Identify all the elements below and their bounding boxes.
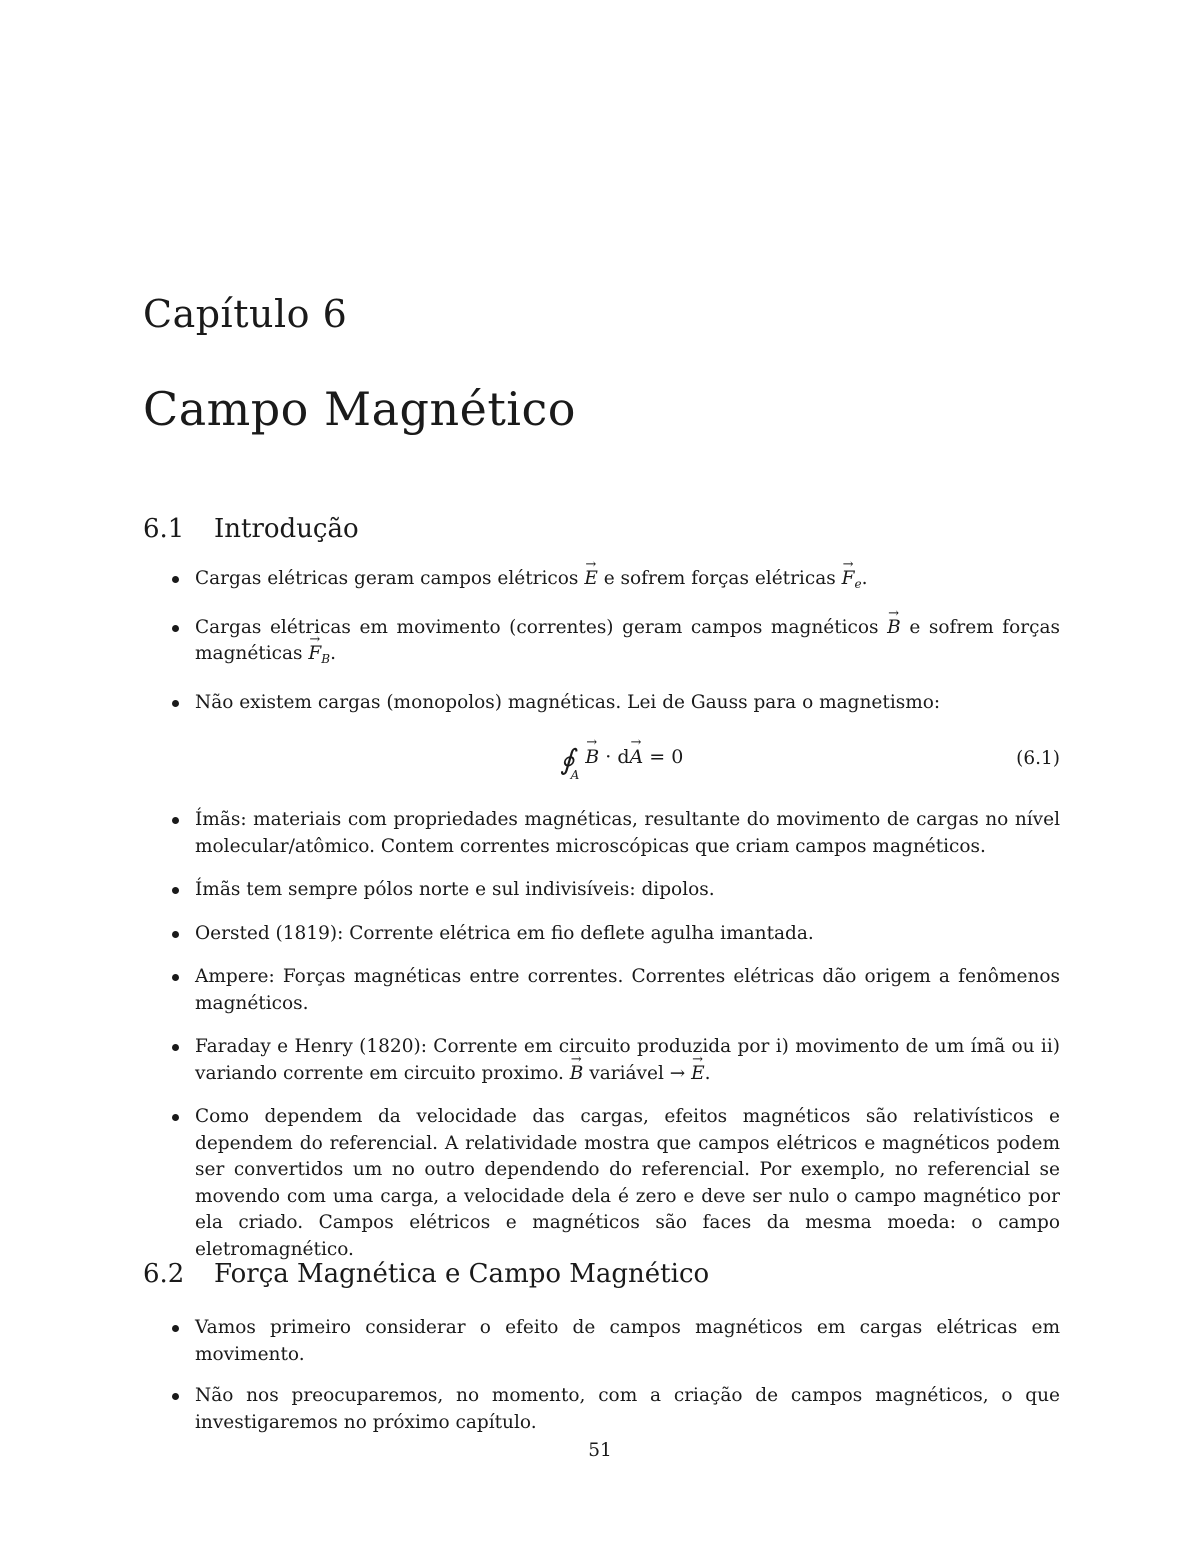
list-item: Ímãs: materiais com propriedades magnéticas, resultante do movimento de cargas no nível molecular/atômico. Contem correntes microscópicas que criam campos magnéticos. <box>170 807 1060 860</box>
section-heading-introducao <box>143 514 359 544</box>
bullet-icon <box>172 1325 179 1332</box>
list-item: Vamos primeiro considerar o efeito de campos magnéticos em cargas elétricas em movimento. <box>170 1315 1060 1368</box>
list-item: Cargas elétricas geram campos elétricos → E e sofrem forças elétricas → $F_e$. <box>170 566 1060 598</box>
vector-e: → E <box>584 566 598 593</box>
vector-b: → B <box>570 1061 584 1088</box>
vector-e: → E <box>691 1061 705 1088</box>
section-number: 6.1 <box>143 514 185 544</box>
bullet-icon <box>172 931 179 938</box>
vector-b: → B <box>887 615 901 642</box>
subscript: B <box>321 652 331 666</box>
bullet-icon <box>172 625 179 632</box>
chapter-title: Campo Magnético <box>143 382 576 436</box>
bullet-icon <box>172 1114 179 1121</box>
equation-body: $∮_A\to B \cdot d\to A = 0$ <box>560 744 683 789</box>
list-item: Ímãs tem sempre pólos norte e sul indivisíveis: dipolos. <box>170 877 1060 904</box>
section-title: Introdução <box>214 514 359 544</box>
subscript: e <box>854 577 862 591</box>
list-item: Oersted (1819): Corrente elétrica em fio deflete agulha imantada. <box>170 921 1060 948</box>
bullet-icon <box>172 576 179 583</box>
bullet-icon <box>172 1044 179 1051</box>
contour-integral-icon: ∮ <box>560 743 575 776</box>
bullet-list-forca-magnetica <box>170 1315 1060 1451</box>
list-item: Faraday e Henry (1820): Corrente em circuito produzida por i) movimento de um ímã ou ii) variando corrente em circuito proximo. → B variável → → E. <box>170 1034 1060 1087</box>
list-item: Não existem cargas (monopolos) magnéticas. Lei de Gauss para o magnetismo: $∮_A\to B \cdot d\to A = 0$ (6.1) <box>170 690 1060 791</box>
bullet-list-introducao <box>170 566 1060 1280</box>
vector-f: → F <box>308 641 321 668</box>
page-number: 51 <box>588 1440 612 1461</box>
bullet-icon <box>172 1393 179 1400</box>
vector-b: → B <box>585 744 599 771</box>
section-number: 6.2 <box>143 1259 185 1289</box>
vector-a: → A <box>630 744 644 771</box>
chapter-label: Capítulo 6 <box>143 292 348 336</box>
bullet-icon <box>172 700 179 707</box>
list-item: Como dependem da velocidade das cargas, efeitos magnéticos são relativísticos e dependem do referencial. A relatividade mostra que campos elétricos e magnéticos podem ser convertidos um no outro dependendo do referencial. Por exemplo, no referencial se movendo com uma carga, a velocidade dela é zero e deve ser nulo o campo magnético por ela criado. Campos elétricos e magnéticos são faces da mesma moeda: o campo eletromagnético. <box>170 1104 1060 1263</box>
bullet-icon <box>172 817 179 824</box>
bullet-icon <box>172 974 179 981</box>
list-item: Cargas elétricas em movimento (correntes) geram campos magnéticos → B e sofrem forças magnéticas → $F_B$. <box>170 615 1060 673</box>
equation-number: (6.1) <box>1016 748 1060 769</box>
section-heading-forca-magnetica <box>143 1259 709 1289</box>
list-item: Ampere: Forças magnéticas entre correntes. Correntes elétricas dão origem a fenômenos magnéticos. <box>170 964 1060 1017</box>
section-title: Força Magnética e Campo Magnético <box>214 1259 710 1289</box>
integral-lower-limit: A <box>570 768 580 782</box>
list-item: Não nos preocuparemos, no momento, com a criação de campos magnéticos, o que investigaremos no próximo capítulo. <box>170 1383 1060 1436</box>
bullet-icon <box>172 887 179 894</box>
equation-gauss-magnetism <box>195 732 1060 790</box>
vector-f: → F <box>842 566 855 593</box>
